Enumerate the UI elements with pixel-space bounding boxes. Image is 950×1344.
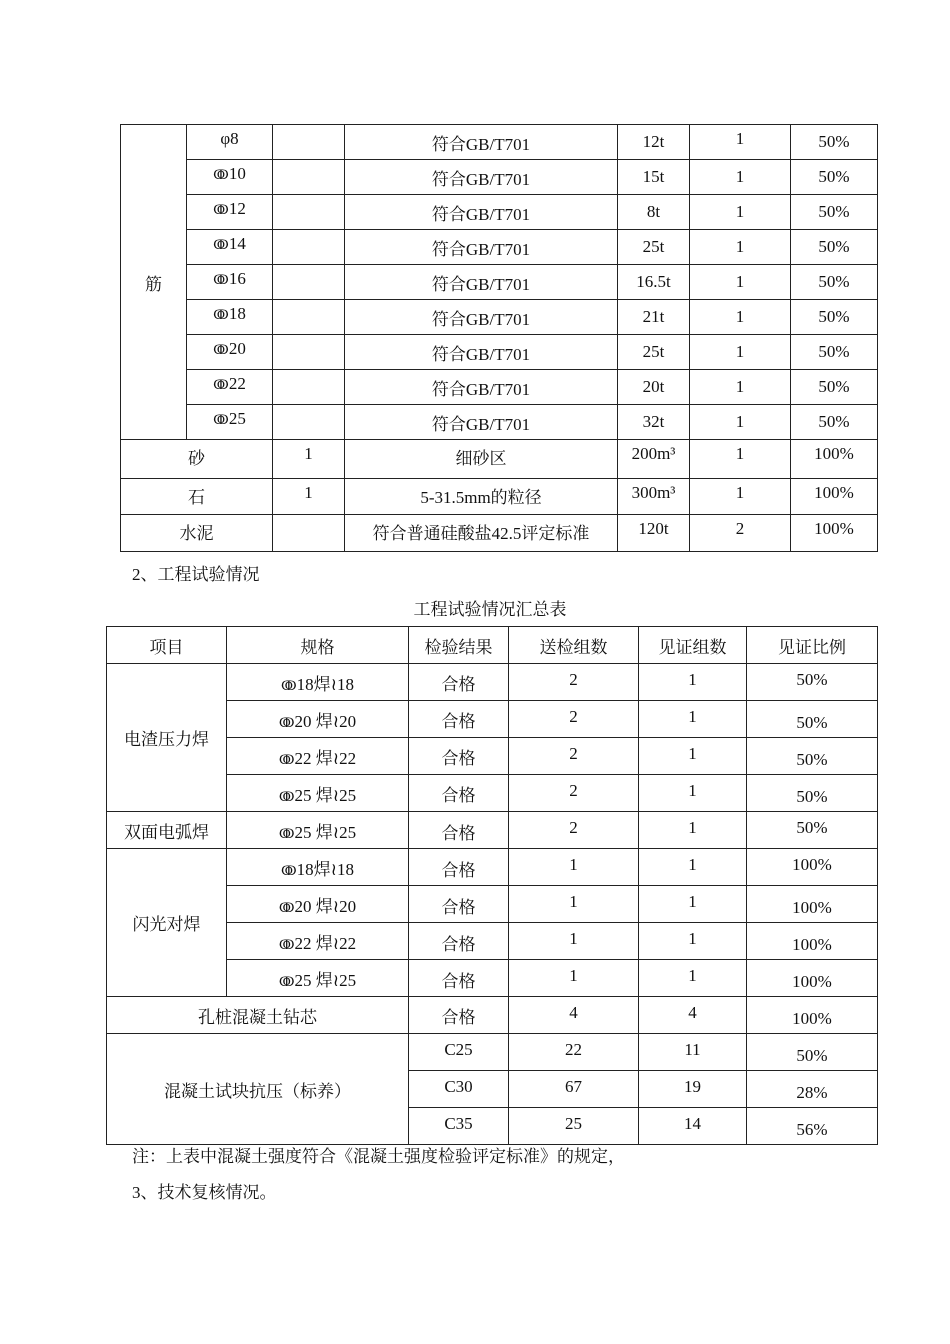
sent-cell: 1 bbox=[509, 849, 639, 886]
spec-cell: ↂ10 bbox=[187, 160, 273, 195]
qty-cell: 15t bbox=[618, 160, 690, 195]
empty-cell bbox=[273, 335, 345, 370]
spec-cell: ↂ20 焊≀20 bbox=[227, 886, 409, 923]
sent-cell: 1 bbox=[509, 886, 639, 923]
sent-cell: 1 bbox=[509, 923, 639, 960]
rebar-symbol-icon: ↂ bbox=[278, 752, 294, 767]
empty-cell bbox=[273, 230, 345, 265]
table-note: 注：上表中混凝土强度符合《混凝土强度检验评定标准》的规定， bbox=[132, 1147, 625, 1166]
ratio-cell: 100% bbox=[747, 997, 878, 1034]
witness-cell: 1 bbox=[639, 886, 747, 923]
material-name-cell: 砂 bbox=[121, 440, 273, 479]
empty-cell bbox=[273, 370, 345, 405]
table-row bbox=[121, 405, 878, 440]
ratio-cell: 100% bbox=[791, 440, 878, 479]
qty-cell: 25t bbox=[618, 335, 690, 370]
result-cell: 合格 bbox=[409, 775, 509, 812]
sent-cell: 4 bbox=[509, 997, 639, 1034]
table-row bbox=[121, 195, 878, 230]
spec-cell: ↂ25 焊≀25 bbox=[227, 960, 409, 997]
table-row bbox=[121, 265, 878, 300]
std-cell: 符合普通硅酸盐42.5评定标准 bbox=[345, 515, 618, 552]
item-label-cell: 电渣压力焊 bbox=[107, 664, 227, 812]
grade-cell: C25 bbox=[409, 1034, 509, 1071]
witness-cell: 14 bbox=[639, 1108, 747, 1145]
table-row bbox=[121, 335, 878, 370]
result-cell: 合格 bbox=[409, 960, 509, 997]
ratio-cell: 50% bbox=[791, 230, 878, 265]
spec-cell: ↂ22 bbox=[187, 370, 273, 405]
rebar-group-cell: 筋 bbox=[121, 125, 187, 440]
spec-cell: ↂ18 bbox=[187, 300, 273, 335]
spec-cell: ↂ12 bbox=[187, 195, 273, 230]
witness-cell: 1 bbox=[639, 701, 747, 738]
rebar-symbol-icon: ↂ bbox=[278, 789, 294, 804]
sent-cell: 2 bbox=[509, 664, 639, 701]
rebar-symbol-icon: ↂ bbox=[280, 678, 296, 693]
witness-cell: 19 bbox=[639, 1071, 747, 1108]
groups-cell: 1 bbox=[690, 440, 791, 479]
empty-cell bbox=[273, 160, 345, 195]
ratio-cell: 50% bbox=[791, 335, 878, 370]
ratio-cell: 28% bbox=[747, 1071, 878, 1108]
sent-cell: 2 bbox=[509, 738, 639, 775]
sent-cell: 2 bbox=[509, 775, 639, 812]
groups-cell: 1 bbox=[690, 300, 791, 335]
material-table bbox=[120, 124, 878, 552]
std-cell: 符合GB/T701 bbox=[345, 335, 618, 370]
table-row bbox=[107, 664, 878, 701]
qty-cell: 21t bbox=[618, 300, 690, 335]
result-cell: 合格 bbox=[409, 812, 509, 849]
header-cell: 见证组数 bbox=[639, 627, 747, 664]
table-row bbox=[121, 160, 878, 195]
table-row bbox=[121, 515, 878, 552]
std-cell: 符合GB/T701 bbox=[345, 300, 618, 335]
ratio-cell: 50% bbox=[747, 664, 878, 701]
ratio-cell: 50% bbox=[791, 195, 878, 230]
sent-cell: 2 bbox=[509, 812, 639, 849]
sent-cell: 25 bbox=[509, 1108, 639, 1145]
qty-cell: 120t bbox=[618, 515, 690, 552]
ratio-cell: 50% bbox=[747, 738, 878, 775]
table-row bbox=[107, 849, 878, 886]
groups-cell: 1 bbox=[690, 230, 791, 265]
rebar-symbol-icon: ↂ bbox=[278, 900, 294, 915]
grade-cell: C35 bbox=[409, 1108, 509, 1145]
header-cell: 规格 bbox=[227, 627, 409, 664]
result-cell: 合格 bbox=[409, 997, 509, 1034]
witness-cell: 1 bbox=[639, 849, 747, 886]
ratio-cell: 100% bbox=[747, 923, 878, 960]
spec-cell: ↂ14 bbox=[187, 230, 273, 265]
result-cell: 合格 bbox=[409, 886, 509, 923]
ratio-cell: 100% bbox=[791, 515, 878, 552]
result-cell: 合格 bbox=[409, 849, 509, 886]
witness-cell: 1 bbox=[639, 738, 747, 775]
test-summary-table bbox=[106, 626, 878, 1145]
ratio-cell: 50% bbox=[791, 125, 878, 160]
spec-cell: φ8 bbox=[187, 125, 273, 160]
item-label-cell: 混凝土试块抗压（标养） bbox=[107, 1034, 409, 1145]
item-label-cell: 双面电弧焊 bbox=[107, 812, 227, 849]
qty-cell: 12t bbox=[618, 125, 690, 160]
test-table-title: 工程试验情况汇总表 bbox=[413, 600, 567, 619]
table-row bbox=[121, 300, 878, 335]
witness-cell: 4 bbox=[639, 997, 747, 1034]
rebar-symbol-icon: ↂ bbox=[213, 237, 228, 252]
ratio-cell: 100% bbox=[747, 960, 878, 997]
result-cell: 合格 bbox=[409, 664, 509, 701]
witness-cell: 1 bbox=[639, 812, 747, 849]
section2-heading: 2、工程试验情况 bbox=[132, 565, 260, 584]
qty-cell: 32t bbox=[618, 405, 690, 440]
qty-cell: 8t bbox=[618, 195, 690, 230]
rebar-symbol-icon: ↂ bbox=[213, 377, 228, 392]
ratio-cell: 50% bbox=[791, 160, 878, 195]
header-row bbox=[107, 627, 878, 664]
witness-cell: 1 bbox=[639, 664, 747, 701]
spec-cell: ↂ16 bbox=[187, 265, 273, 300]
std-cell: 符合GB/T701 bbox=[345, 265, 618, 300]
groups-cell: 1 bbox=[690, 335, 791, 370]
groups-cell: 1 bbox=[690, 479, 791, 515]
sent-cell: 1 bbox=[509, 960, 639, 997]
section3-heading: 3、技术复核情况。 bbox=[132, 1183, 277, 1202]
header-cell: 项目 bbox=[107, 627, 227, 664]
count-cell: 1 bbox=[273, 440, 345, 479]
table-row bbox=[107, 812, 878, 849]
spec-cell: ↂ20 bbox=[187, 335, 273, 370]
groups-cell: 1 bbox=[690, 125, 791, 160]
qty-cell: 300m³ bbox=[618, 479, 690, 515]
spec-cell: ↂ25 bbox=[187, 405, 273, 440]
std-cell: 符合GB/T701 bbox=[345, 160, 618, 195]
rebar-symbol-icon: ↂ bbox=[213, 307, 228, 322]
item-label-cell: 孔桩混凝土钻芯 bbox=[107, 997, 409, 1034]
ratio-cell: 50% bbox=[791, 370, 878, 405]
spec-cell: ↂ22 焊≀22 bbox=[227, 738, 409, 775]
empty-cell bbox=[273, 300, 345, 335]
std-cell: 符合GB/T701 bbox=[345, 230, 618, 265]
witness-cell: 1 bbox=[639, 775, 747, 812]
ratio-cell: 50% bbox=[747, 701, 878, 738]
ratio-cell: 100% bbox=[747, 886, 878, 923]
ratio-cell: 100% bbox=[747, 849, 878, 886]
ratio-cell: 50% bbox=[747, 775, 878, 812]
item-label-cell: 闪光对焊 bbox=[107, 849, 227, 997]
ratio-cell: 50% bbox=[791, 265, 878, 300]
qty-cell: 16.5t bbox=[618, 265, 690, 300]
table-row bbox=[121, 479, 878, 515]
groups-cell: 2 bbox=[690, 515, 791, 552]
material-name-cell: 石 bbox=[121, 479, 273, 515]
result-cell: 合格 bbox=[409, 701, 509, 738]
sent-cell: 67 bbox=[509, 1071, 639, 1108]
table-row bbox=[121, 230, 878, 265]
std-cell: 符合GB/T701 bbox=[345, 405, 618, 440]
sent-cell: 2 bbox=[509, 701, 639, 738]
rebar-symbol-icon: ↂ bbox=[213, 272, 228, 287]
witness-cell: 1 bbox=[639, 923, 747, 960]
spec-cell: ↂ18焊≀18 bbox=[227, 664, 409, 701]
header-cell: 送检组数 bbox=[509, 627, 639, 664]
std-cell: 细砂区 bbox=[345, 440, 618, 479]
sent-cell: 22 bbox=[509, 1034, 639, 1071]
rebar-symbol-icon: ↂ bbox=[213, 167, 228, 182]
ratio-cell: 50% bbox=[791, 405, 878, 440]
table-row bbox=[107, 1034, 878, 1071]
groups-cell: 1 bbox=[690, 370, 791, 405]
std-cell: 符合GB/T701 bbox=[345, 125, 618, 160]
table-row bbox=[121, 440, 878, 479]
witness-cell: 1 bbox=[639, 960, 747, 997]
rebar-symbol-icon: ↂ bbox=[213, 342, 228, 357]
spec-cell: ↂ18焊≀18 bbox=[227, 849, 409, 886]
qty-cell: 20t bbox=[618, 370, 690, 405]
std-cell: 5-31.5mm的粒径 bbox=[345, 479, 618, 515]
ratio-cell: 50% bbox=[791, 300, 878, 335]
groups-cell: 1 bbox=[690, 160, 791, 195]
groups-cell: 1 bbox=[690, 405, 791, 440]
rebar-symbol-icon: ↂ bbox=[213, 202, 228, 217]
count-cell bbox=[273, 515, 345, 552]
spec-cell: ↂ25 焊≀25 bbox=[227, 812, 409, 849]
empty-cell bbox=[273, 265, 345, 300]
groups-cell: 1 bbox=[690, 265, 791, 300]
spec-cell: ↂ25 焊≀25 bbox=[227, 775, 409, 812]
table-row bbox=[121, 125, 878, 160]
rebar-symbol-icon: ↂ bbox=[278, 715, 294, 730]
empty-cell bbox=[273, 405, 345, 440]
grade-cell: C30 bbox=[409, 1071, 509, 1108]
std-cell: 符合GB/T701 bbox=[345, 370, 618, 405]
qty-cell: 200m³ bbox=[618, 440, 690, 479]
empty-cell bbox=[273, 125, 345, 160]
empty-cell bbox=[273, 195, 345, 230]
material-name-cell: 水泥 bbox=[121, 515, 273, 552]
count-cell: 1 bbox=[273, 479, 345, 515]
rebar-symbol-icon: ↂ bbox=[278, 974, 294, 989]
witness-cell: 11 bbox=[639, 1034, 747, 1071]
header-cell: 检验结果 bbox=[409, 627, 509, 664]
groups-cell: 1 bbox=[690, 195, 791, 230]
spec-cell: ↂ22 焊≀22 bbox=[227, 923, 409, 960]
std-cell: 符合GB/T701 bbox=[345, 195, 618, 230]
ratio-cell: 56% bbox=[747, 1108, 878, 1145]
ratio-cell: 100% bbox=[791, 479, 878, 515]
header-cell: 见证比例 bbox=[747, 627, 878, 664]
table-row bbox=[107, 997, 878, 1034]
spec-cell: ↂ20 焊≀20 bbox=[227, 701, 409, 738]
rebar-symbol-icon: ↂ bbox=[280, 863, 296, 878]
rebar-symbol-icon: ↂ bbox=[278, 826, 294, 841]
table-row bbox=[121, 370, 878, 405]
result-cell: 合格 bbox=[409, 738, 509, 775]
ratio-cell: 50% bbox=[747, 812, 878, 849]
rebar-symbol-icon: ↂ bbox=[278, 937, 294, 952]
qty-cell: 25t bbox=[618, 230, 690, 265]
ratio-cell: 50% bbox=[747, 1034, 878, 1071]
result-cell: 合格 bbox=[409, 923, 509, 960]
rebar-symbol-icon: ↂ bbox=[213, 412, 228, 427]
